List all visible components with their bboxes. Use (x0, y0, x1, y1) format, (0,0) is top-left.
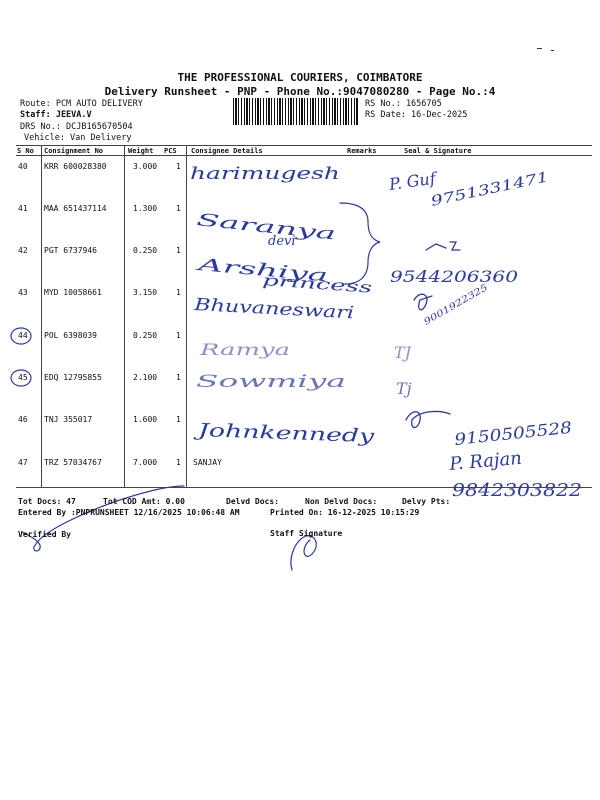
rs-date: RS Date: 16-Dec-2025 (365, 110, 468, 120)
handwritten-phone: 9842303822 (452, 480, 582, 501)
row-consignment: TNJ 355017 (44, 415, 93, 424)
col-header-seal-signature: Seal & Signature (404, 147, 472, 155)
total-docs: Tot Docs: 47 (18, 497, 76, 506)
handwritten-signature: Tj (396, 379, 412, 398)
seal-scribble (406, 412, 450, 428)
row-consignment: KRR 600028380 (44, 162, 107, 171)
row-weight: 0.250 (133, 246, 158, 255)
delivery-points: Delvy Pts: (402, 497, 451, 506)
row-weight: 3.150 (133, 288, 158, 297)
handwritten-name: Johnkennedy (197, 420, 317, 446)
handwritten-name: harimugesh (190, 164, 340, 184)
col-header-weight: Weight (128, 147, 154, 155)
handwritten-name: princess (261, 271, 327, 294)
row-pcs: 1 (176, 458, 181, 467)
bracket-mark (340, 203, 380, 284)
printed-on: Printed On: 16-12-2025 10:15:29 (270, 508, 420, 517)
row-weight: 2.100 (133, 373, 158, 382)
handwritten-signature: P. Guf (387, 168, 437, 194)
runsheet-title: Delivery Runsheet - PNP - Phone No.:9047080280 - Page No.:4 (104, 85, 496, 98)
handwritten-phone: 9150505528 (453, 419, 557, 449)
handwritten-name: Arshiya (197, 255, 265, 281)
col-header-consignment: Consignment No (44, 147, 104, 155)
row-sno: 46 (18, 415, 28, 424)
handwritten-phone: 9544206360 (390, 267, 518, 286)
handwritten-name: Ramya (198, 340, 290, 359)
row-sno: 44 (18, 331, 28, 340)
row-pcs: 1 (176, 246, 181, 255)
row-sno: 41 (18, 204, 28, 213)
company-title: THE PROFESSIONAL COURIERS, COIMBATORE (177, 71, 423, 84)
handwritten-name: Saranya (195, 210, 268, 238)
col-header-sno: S No (17, 147, 34, 155)
staff-signature-label: Staff Signature (270, 529, 343, 538)
circle-mark-45 (11, 370, 31, 386)
row-pcs: 1 (176, 288, 181, 297)
non-delivered-docs: Non Delvd Docs: (305, 497, 378, 506)
handwritten-name: Sowmiya (196, 372, 346, 392)
handwritten-phone: 9751331471 (429, 175, 520, 210)
route-label: Route: PCM AUTO DELIVERY (20, 99, 143, 109)
row-weight: 1.300 (133, 204, 158, 213)
circle-mark-44 (11, 328, 31, 344)
col-header-consignee: Consignee Details (191, 147, 263, 155)
row-consignment: EDQ 12795855 (44, 373, 102, 382)
row-weight: 3.000 (133, 162, 158, 171)
total-cod-amount: Tot COD Amt: 0.00 (103, 497, 185, 506)
row-consignment: POL 6398039 (44, 331, 97, 340)
row-pcs: 1 (176, 204, 181, 213)
row-consignment: MAA 651437114 (44, 204, 107, 213)
handwritten-name: devi (268, 234, 296, 249)
row-weight: 7.000 (133, 458, 158, 467)
entered-by: Entered By :PNPRUNSHEET 12/16/2025 10:06:48 AM (18, 508, 240, 517)
row-sno: 42 (18, 246, 28, 255)
staff-label: Staff: JEEVA.V (20, 110, 92, 120)
handwritten-signature: P. Rajan (448, 447, 523, 475)
row-pcs: 1 (176, 331, 181, 340)
row-pcs: 1 (176, 415, 181, 424)
col-header-pcs: PCS (164, 147, 177, 155)
row-pcs: 1 (176, 373, 181, 382)
row-weight: 0.250 (133, 331, 158, 340)
row-sno: 45 (18, 373, 28, 382)
row-consignment: MYD 10058661 (44, 288, 102, 297)
handwritten-phone: 9001922325 (422, 290, 478, 328)
staff-signature-stroke (291, 536, 316, 570)
row-pcs: 1 (176, 162, 181, 171)
seal-scribble (426, 242, 460, 250)
row-consignee: SANJAY (193, 458, 222, 467)
col-header-remarks: Remarks (347, 147, 377, 155)
handwritten-name: Bhuvaneswari (193, 295, 317, 322)
handwritten-signature: TJ (394, 343, 412, 362)
delivered-docs: Delvd Docs: (226, 497, 279, 506)
row-sno: 43 (18, 288, 28, 297)
vehicle-label: Vehicle: Van Delivery (24, 133, 132, 143)
seal-scribble (414, 294, 432, 310)
row-consignment: PGT 6737946 (44, 246, 97, 255)
verified-by-label: Verified By (18, 530, 71, 539)
row-sno: 47 (18, 458, 28, 467)
drs-label: DRS No.: DCJB165670504 (20, 122, 133, 132)
row-sno: 40 (18, 162, 28, 171)
row-consignment: TRZ 57034767 (44, 458, 102, 467)
row-weight: 1.600 (133, 415, 158, 424)
verified-scribble (22, 486, 184, 551)
rs-number: RS No.: 1656705 (365, 99, 442, 109)
